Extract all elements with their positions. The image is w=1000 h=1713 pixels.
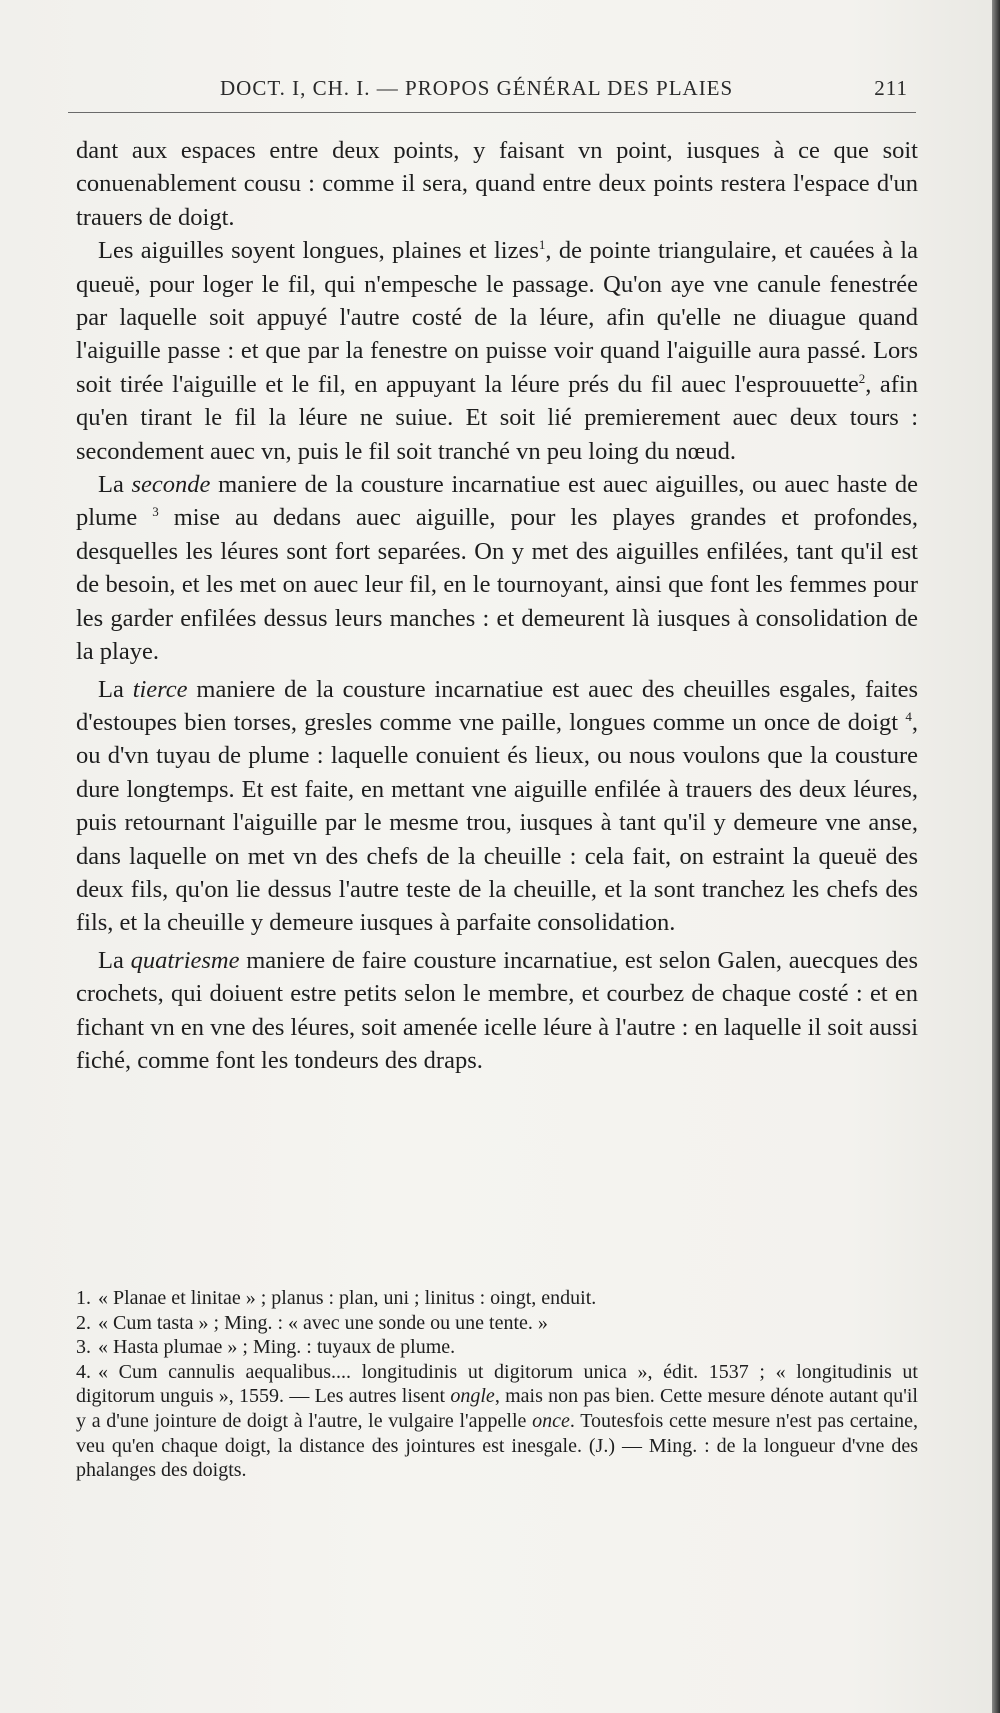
footnote-1-text: « Planae et linitae » ; planus : plan, uni ; linitus : oingt, enduit.	[98, 1287, 597, 1309]
paragraph-1: dant aux espaces entre deux points, y faisant vn point, iusques à ce que soit conuenablement cousu : comme il sera, quand entre deux points restera l'espace d'un trauers de doigt.	[76, 137, 918, 231]
paragraph-5-text-b: maniere de faire cousture incarnatiue, est selon Galen, auecques des crochets, qui doiuent estre petits selon le membre, et courbez de chaque costé : et en fichant vn en vne des léures, soit amenée icelle léure à l'autre : en laquelle il soit aussi fiché, comme font les tondeurs des draps.	[76, 946, 918, 1074]
paragraph-3-text-c: mise au dedans auec aiguille, pour les playes grandes et profondes, desquelles les léures sont fort separées. On y met des aiguilles enfilées, tant qu'il est de besoin, et les met on auec leur fil, en le tournoyant, ainsi que font les femmes pour les garder enfilées dessus leurs manches : et demeurent là iusques à consolidation de la playe.	[76, 504, 919, 666]
running-title: DOCT. I, CH. I. — PROPOS GÉNÉRAL DES PLAIES	[220, 76, 734, 100]
footnote-3	[76, 1335, 918, 1360]
paragraph-5-text-a: La	[98, 946, 131, 974]
footnote-2	[76, 1311, 918, 1336]
footnote-ref-3: 3	[152, 504, 159, 520]
footnote-4-text-a: « Cum cannulis aequalibus.... longitudinis ut digitorum unica », édit. 1537 ; « longitudinis ut digitorum unguis », 1559. — Les autres lisent	[76, 1360, 918, 1408]
paragraph-5	[76, 944, 918, 1078]
footnote-4-text-c: . Toutesfois cette mesure n'est pas certaine, veu qu'en chaque doigt, la distance des jointures est inesgale. (J.) — Ming. : de la longueur d'vne des phalanges des doigts.	[76, 1409, 918, 1482]
paragraph-2-text-a: Les aiguilles soyent longues, plaines et lizes	[98, 237, 539, 265]
page-number: 211	[874, 76, 908, 100]
footnote-ref-2: 2	[858, 370, 866, 386]
footnotes	[76, 1286, 918, 1483]
paragraph-2-text-b: , de pointe triangulaire, et cauées à la queuë, pour loger le fil, qui n'empesche le passage. Qu'on aye vne canule fenestrée par laquelle soit appuyé l'autre costé de la léure, afin qu'elle ne diuague quand l'aiguille passe : et que par la fenestre on puisse voir quand l'aiguille aura passé. Lors soit tirée l'aiguille et le fil, en appuyant la léure prés du fil auec l'esprouuette	[76, 237, 918, 398]
footnote-ref-1: 1	[538, 237, 546, 253]
footnote-4-italic-1: ongle	[450, 1385, 495, 1408]
paragraph-3-text-b: maniere de la cousture incarnatiue est auec aiguilles, ou auec haste de plume	[76, 471, 918, 532]
paragraph-3-text-a: La	[98, 471, 132, 499]
page-gutter-shadow	[992, 0, 1000, 1713]
footnote-1-number: 1.	[76, 1287, 91, 1309]
footnote-1	[76, 1286, 918, 1311]
footnote-3-text: « Hasta plumae » ; Ming. : tuyaux de plume.	[98, 1336, 456, 1359]
footnote-4-italic-2: once	[532, 1409, 570, 1432]
paragraph-4	[76, 673, 918, 940]
paragraph-5-italic: quatriesme	[130, 946, 240, 974]
main-text	[76, 134, 918, 1077]
footnote-4-number: 4.	[76, 1360, 91, 1383]
paragraph-4-italic: tierce	[132, 675, 188, 703]
paragraph-4-text-a: La	[98, 675, 133, 703]
paragraph-4-text-c: , ou d'vn tuyau de plume : laquelle conuient és lieux, ou nous voulons que la cousture dure longtemps. Et est faite, en mettant vne aiguille enfilée à trauers des deux léures, puis retournant l'aiguille par le mesme trou, iusques à tant qu'il y demeure vne anse, dans laquelle on met vn des chefs de la cheuille : cela fait, on estraint la queuë des deux fils, qu'on lie dessus l'autre teste de la cheuille, et la sont tranchez les chefs des fils, et la cheuille y demeure iusques à parfaite consolidation.	[76, 708, 918, 937]
footnote-4-text-b: , mais non pas bien. Cette mesure dénote autant qu'il y a d'une jointure de doigt à l'autre, le vulgaire l'appelle	[76, 1385, 918, 1432]
running-header	[68, 72, 916, 112]
footnote-2-text: « Cum tasta » ; Ming. : « avec une sonde ou une tente. »	[98, 1311, 548, 1334]
paragraph-3-italic: seconde	[131, 471, 211, 499]
header-rule	[68, 112, 916, 113]
footnote-ref-4: 4	[905, 708, 912, 724]
paragraph-2	[76, 234, 918, 468]
paragraph-2-text-c: , afin qu'en tirant le fil la léure ne suiue. Et soit lié premierement auec deux tours : secondement auec vn, puis le fil soit tranché vn peu loing du nœud.	[76, 370, 918, 465]
paragraph-3	[76, 468, 918, 668]
footnote-3-number: 3.	[76, 1336, 91, 1359]
paragraph-4-text-b: maniere de la cousture incarnatiue est auec des cheuilles esgales, faites d'estoupes bien torses, gresles comme vne paille, longues comme un once de doigt	[76, 675, 919, 736]
footnote-4	[76, 1360, 918, 1483]
footnote-2-number: 2.	[76, 1311, 91, 1334]
